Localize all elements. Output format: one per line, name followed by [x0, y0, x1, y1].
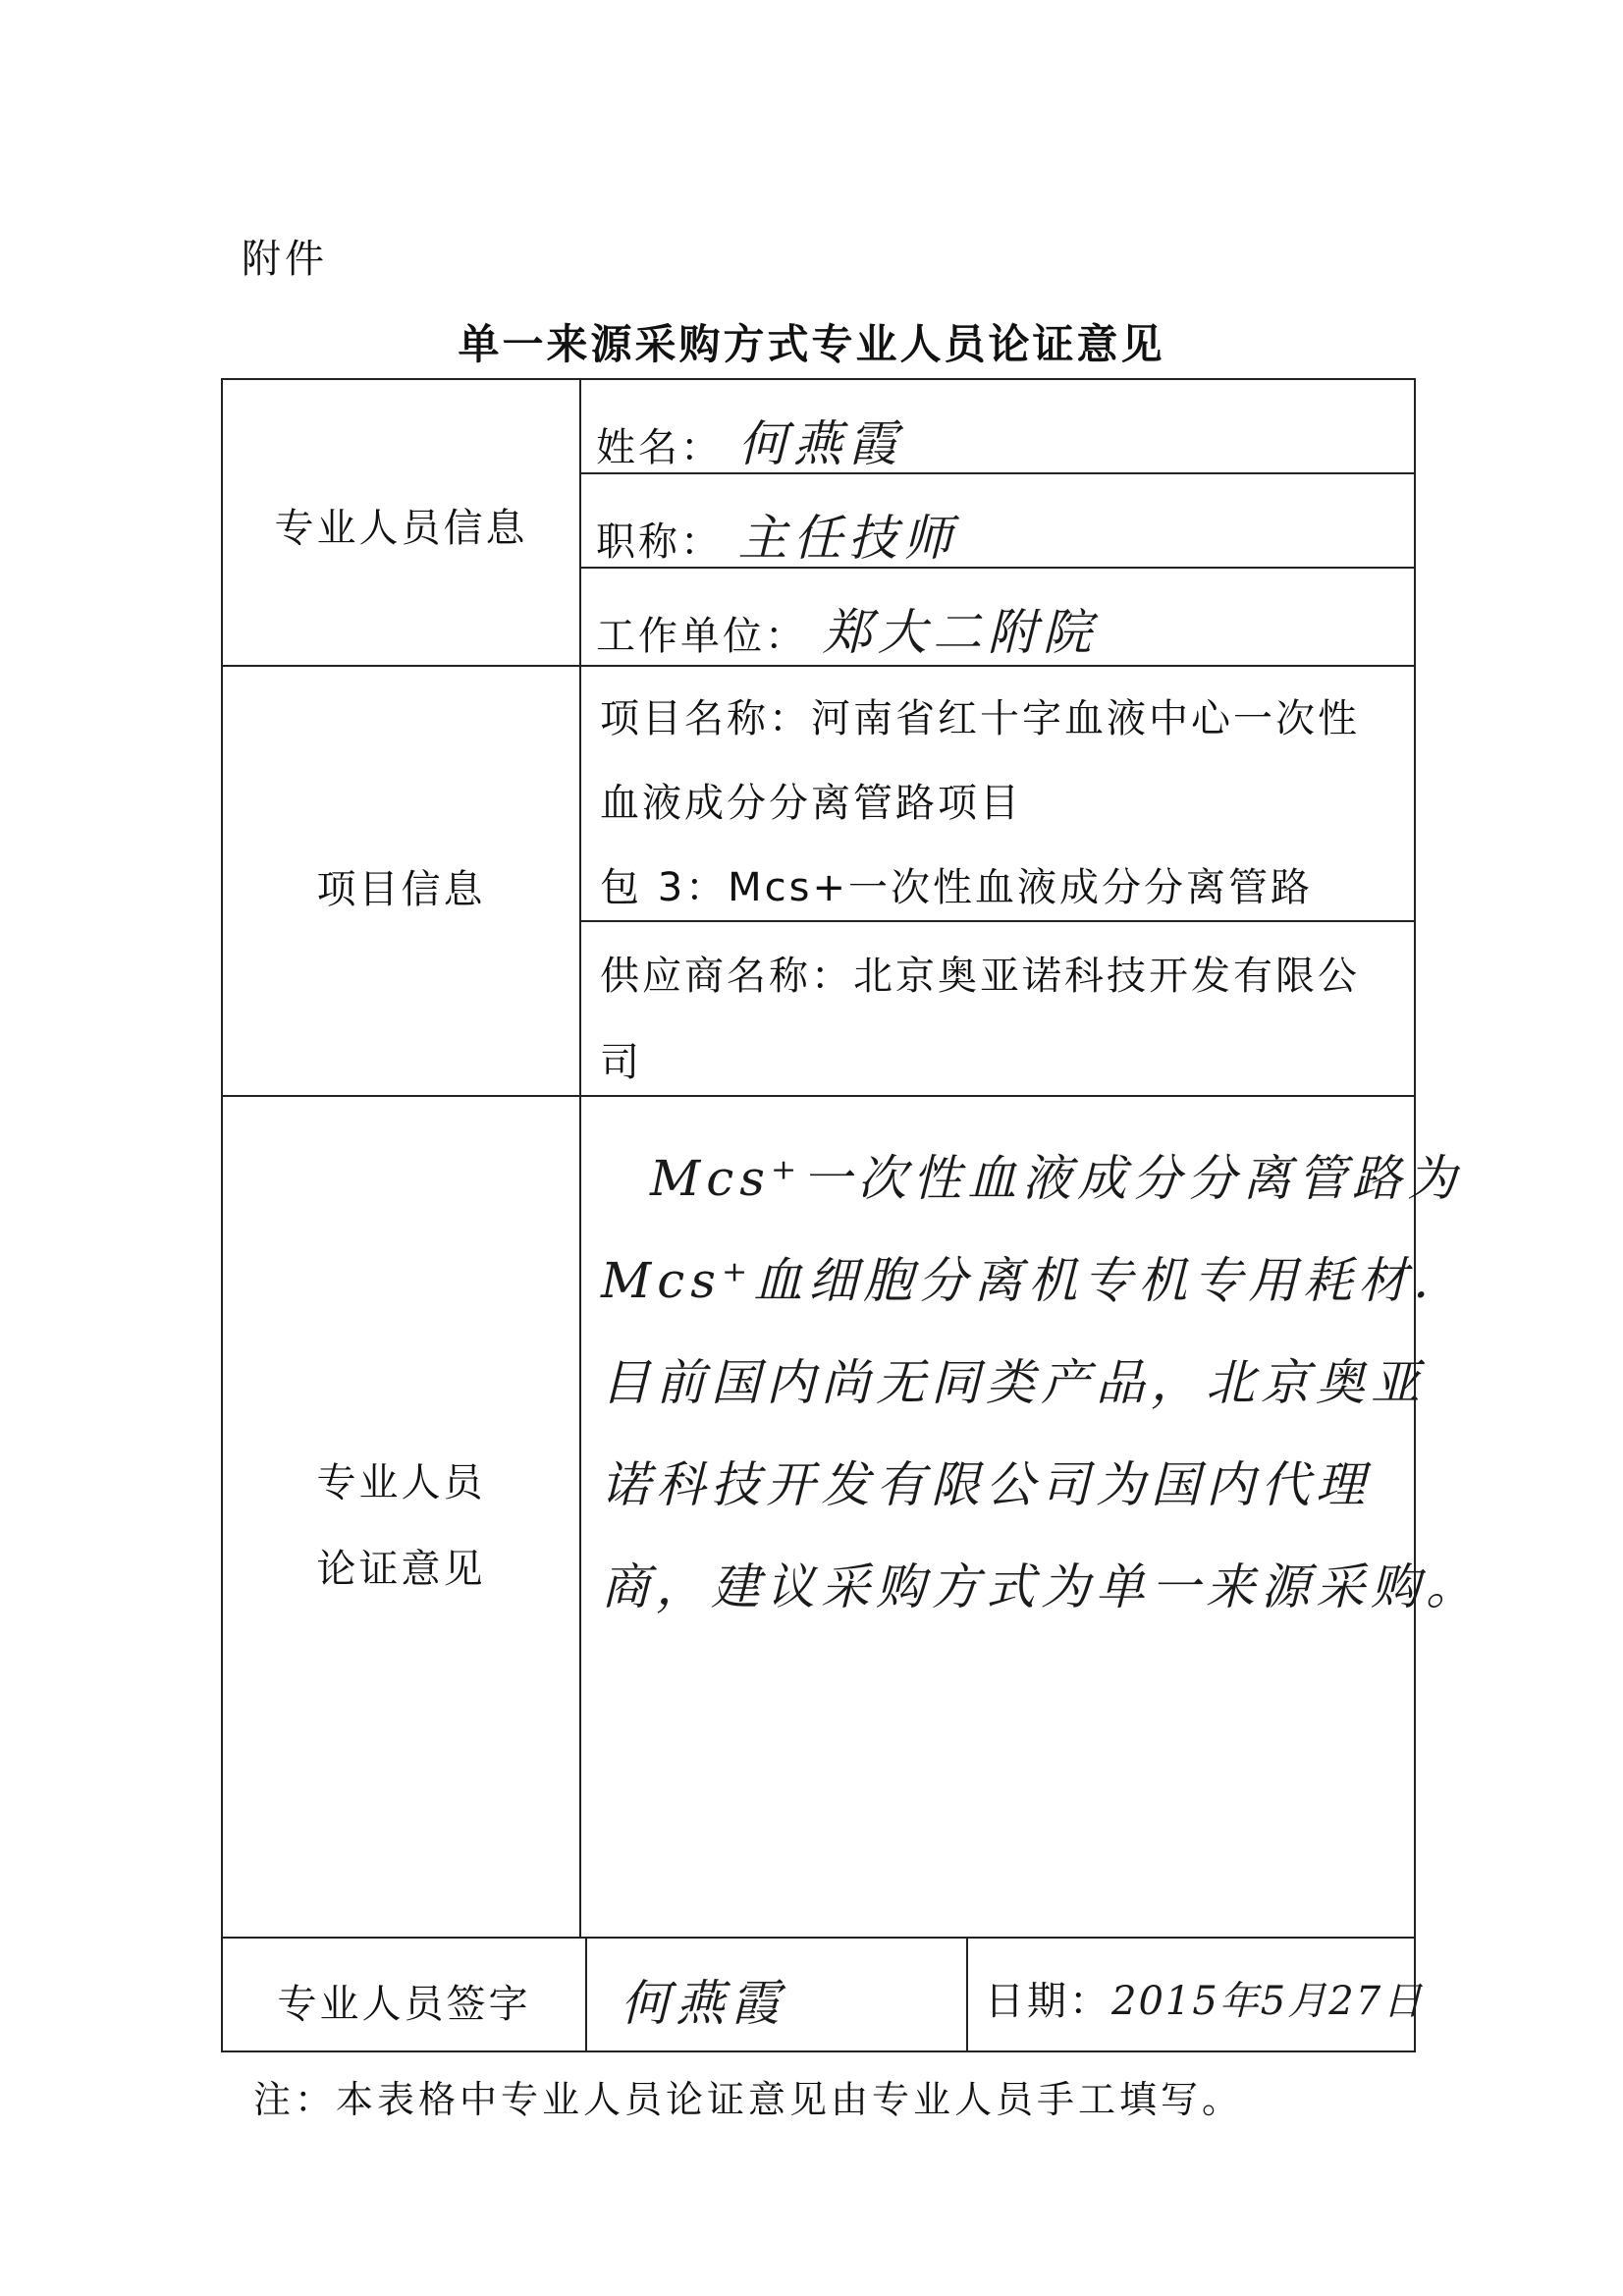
work-unit-label: 工作单位：: [596, 614, 807, 659]
package-line: 包 3：Mcs+一次性血液成分分离管路: [600, 865, 1314, 910]
signature-value: 何燕霞: [621, 1975, 785, 2032]
name-value: 何燕霞: [737, 415, 903, 472]
signature-label: 专业人员签字: [277, 1982, 531, 2027]
opinion-label-line2: 论证意见: [316, 1547, 486, 1592]
opinion-label-line1: 专业人员: [316, 1460, 486, 1505]
opinion-line: 商，建议采购方式为单一来源采购。: [601, 1558, 1481, 1615]
job-title-row: [596, 499, 958, 570]
expert-info-label: 专业人员信息: [274, 506, 528, 551]
opinion-line: Mcs⁺一次性血液成分分离管路为: [650, 1150, 1463, 1207]
job-title-value: 主任技师: [737, 510, 958, 567]
opinion-handwritten-text: [601, 1127, 1481, 1638]
opinion-line: Mcs⁺血细胞分离机专机专用耗材.: [601, 1252, 1435, 1309]
footer-note: 注：本表格中专业人员论证意见由专业人员手工填写。: [253, 2078, 1244, 2121]
supplier-line2: 司: [600, 1040, 642, 1085]
name-label: 姓名：: [596, 425, 723, 470]
name-row: [596, 405, 903, 475]
attachment-label: 附件: [242, 237, 328, 282]
project-name-line2: 血液成分分离管路项目: [600, 781, 1022, 826]
date-row: [985, 1970, 1424, 2026]
supplier-line1: 供应商名称：北京奥亚诺科技开发有限公: [600, 954, 1360, 999]
opinion-line: 诺科技开发有限公司为国内代理: [601, 1456, 1371, 1513]
form-title: 单一来源采购方式专业人员论证意见: [458, 320, 1165, 368]
date-label: 日期：: [985, 1979, 1111, 2024]
work-unit-value: 郑大二附院: [822, 604, 1098, 661]
opinion-line: 目前国内尚无同类产品，北京奥亚: [601, 1354, 1426, 1411]
date-value: 2015年5月27日: [1111, 1979, 1425, 2024]
project-info-label: 项目信息: [316, 867, 486, 912]
work-unit-row: [596, 593, 1098, 664]
job-title-label: 职称：: [596, 519, 723, 565]
project-name-line1: 项目名称：河南省红十字血液中心一次性: [600, 696, 1360, 741]
